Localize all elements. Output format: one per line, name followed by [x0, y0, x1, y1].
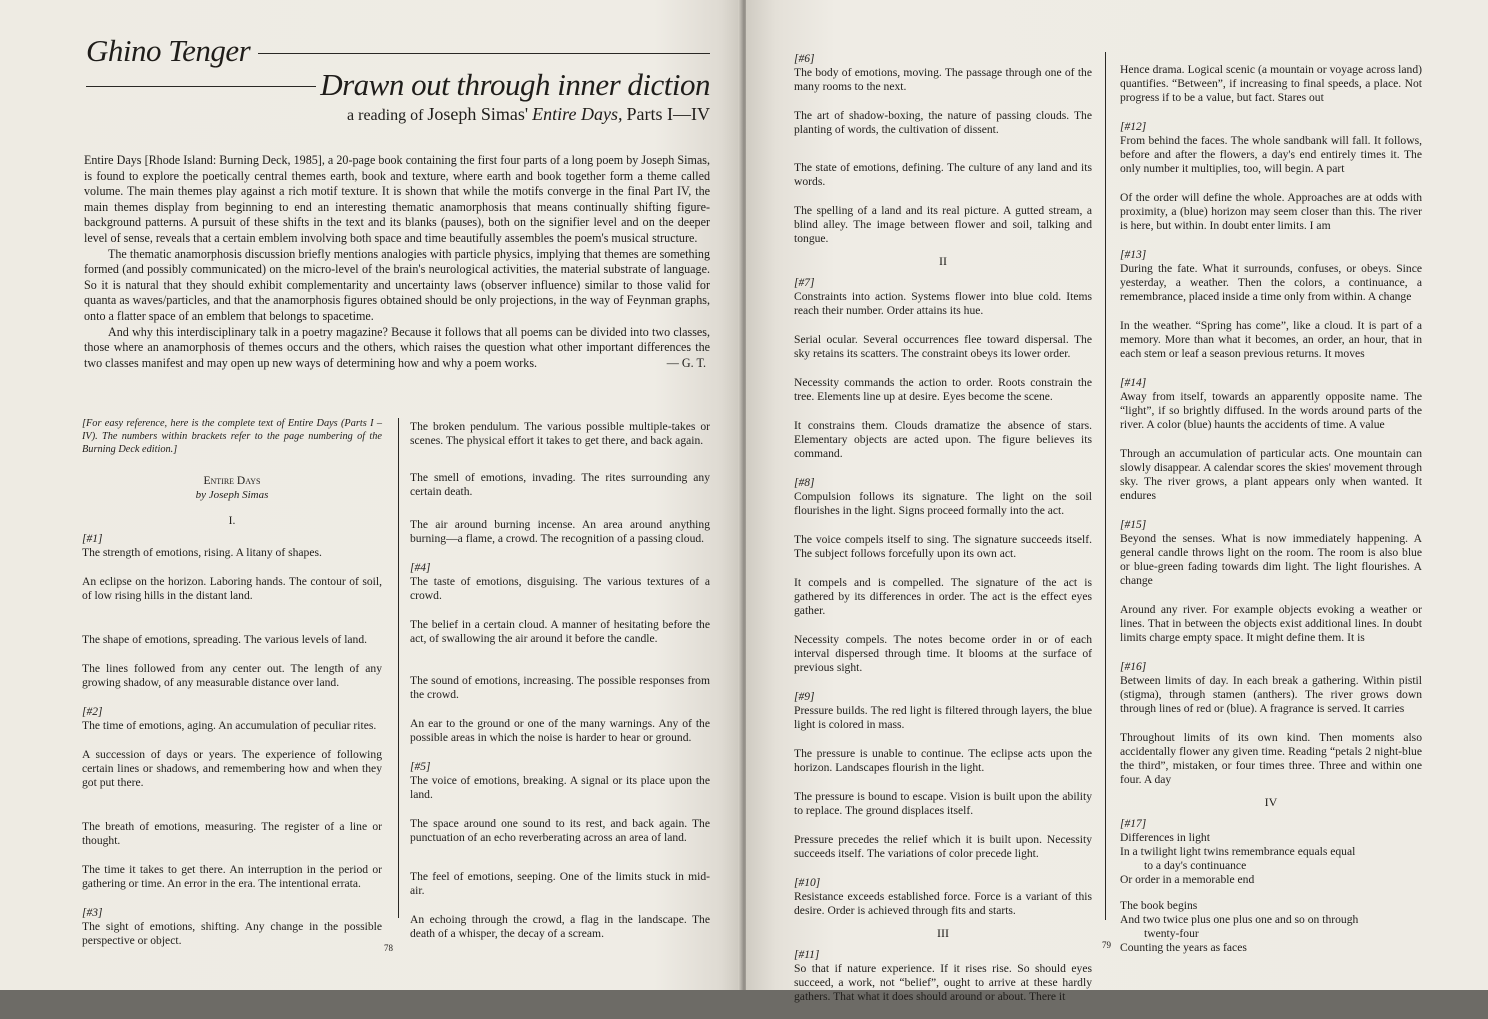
- stanza: The air around burning incense. An area around anything burning—a flame, a crowd. The recognition of a passing cloud.: [410, 518, 710, 545]
- stanza-number: [#11]: [794, 949, 820, 961]
- stanza-number: [#13]: [1120, 249, 1147, 261]
- stanza: The shape of emotions, spreading. The various levels of land.: [82, 633, 368, 646]
- stanza: It constrains them. Clouds dramatize the absence of stars. Elementary objects are acted upon. The figure believes its command.: [794, 419, 1092, 460]
- stanza: The pressure is bound to escape. Vision is built upon the ability to replace. The ground displaces itself.: [794, 790, 1092, 817]
- verse-line: And two twice plus one plus one and so on through: [1120, 913, 1359, 926]
- stanza: The spelling of a land and its real picture. A gutted stream, a blind alley. The image between flower and soil, talking and tongue.: [794, 204, 1092, 245]
- subtitle-name: Joseph Simas': [427, 104, 529, 124]
- stanza: [#14] Away from itself, towards an apparently opposite name. The “light”, if so brightly diffused. In the words around parts of the river. A color (blue) haunts the accidents of time. A value: [1120, 377, 1422, 431]
- stanza: [#8] Compulsion follows its signature. The light on the soil flourishes in the light. Signs proceed formally into the act.: [794, 477, 1092, 517]
- stanza: The voice compels itself to sing. The signature succeeds itself. The subject follows forcefully upon its own act.: [794, 533, 1092, 560]
- author-name: Ghino Tenger: [86, 33, 251, 68]
- verse-line: Counting the years as faces: [1120, 941, 1247, 954]
- article-subtitle: [347, 104, 710, 125]
- stanza-number: [#12]: [1120, 121, 1147, 133]
- stanza: [#13] During the fate. What it surrounds, confuses, or obeys. Since yesterday, a weather. Then the colors, a continuance, a remembrance, placed inside a time only from within. A change: [1120, 249, 1422, 303]
- stanza: Hence drama. Logical scenic (a mountain or voyage across land) quantifies. “Between”, if increasing to final speeds, a place. Not progress if to be a value, but fact. Stares out: [1120, 63, 1422, 104]
- subtitle-book: Entire Days,: [532, 104, 623, 124]
- intro-paragraph: And why this interdisciplinary talk in a poetry magazine? Because it follows that all poems can be divided into two classes, those where an anamorphosis of themes occurs and the others, which raises the question what other important differences the two classes manifest and may open up new ways of determining how and why a poem works. — G. T.: [84, 324, 710, 370]
- verse-line: to a day's continuance: [1144, 859, 1247, 872]
- intro-paragraph: Entire Days [Rhode Island: Burning Deck, 1985], a 20-page book containing the first four parts of a long poem by Joseph Simas, is found to explore the poetically central themes earth, book and texture, where earth and book together form a theme called volume. The main themes play against a rich motif texture. It is shown that while the motifs converge in the final Part IV, the main themes display from beginning to end an interesting thematic anamorphosis that means continually shifting figure-background patterns. A pursuit of these shifts in the text and its blanks (pauses), both on the signifier level and on the deeper level of sense, reveals that a certain emblem involving both space and time beautifully assembles the poem's musical structure.: [84, 153, 710, 245]
- stanza: [#11] So that if nature experience. If it rises rise. So should eyes succeed, a work, not “belief”, ought to arrive at these hardly gathers. That what it does should around or about. There it: [794, 949, 1092, 1003]
- stanza: [#12] From behind the faces. The whole sandbank will fall. It follows, before and after the flowers, a day's end entirely times it. The only number it multiplies, too, will begin. A part: [1120, 121, 1422, 175]
- left-page: [0, 0, 744, 990]
- page-number: 79: [1102, 940, 1111, 950]
- intro-paragraph: The thematic anamorphosis discussion briefly mentions analogies with particle physics, implying that themes are something formed (and possibly communicated) on the micro-level of the brain's neurological activities, the material substrate of language. So it is natural that they should exhibit complementarity and uncertainty laws (observer influence) similar to those valid for quanta as waves/particles, and that the anamorphosis figures obtained should be only projections, in the way of Feynman graphs, onto a flatter space of an emblem that belongs to spacetime.: [84, 246, 710, 323]
- poem-column-2: [410, 420, 710, 956]
- stanza: [#7] Constraints into action. Systems flower into blue cold. Items reach their number. Order attains its hue.: [794, 277, 1092, 317]
- signature: — G. T.: [666, 355, 706, 370]
- author-rule: [258, 53, 710, 54]
- verse-line: In a twilight light twins remembrance equals equal: [1120, 845, 1356, 858]
- stanza: It compels and is compelled. The signature of the act is gathered by its differences in order. The act is the effect eyes gather.: [794, 576, 1092, 617]
- stanza-number: [#1]: [82, 533, 103, 545]
- stanza-number: [#8]: [794, 477, 815, 489]
- stanza: The broken pendulum. The various possible multiple-takes or scenes. The physical effort it takes to get there, and back again.: [410, 420, 710, 447]
- stanza: Necessity commands the action to order. Roots constrain the tree. Elements line up at desire. Eyes become the scene.: [794, 376, 1092, 403]
- verse-line: Or order in a memorable end: [1120, 873, 1255, 886]
- poem-column-4: [1120, 63, 1422, 955]
- stanza: Of the order will define the whole. Approaches are at odds with proximity, a (blue) horizon may seem closer than this. The river is here, but within. In doubt enter limits. I am: [1120, 191, 1422, 232]
- stanza-number: [#15]: [1120, 519, 1147, 531]
- stanza: A succession of days or years. The experience of following certain lines or shadows, and remembering how and when they got put there.: [82, 748, 382, 789]
- stanza-number: [#4]: [410, 562, 431, 574]
- title-rule: [86, 86, 316, 87]
- section-heading: II: [939, 254, 947, 268]
- stanza: The feel of emotions, seeping. One of the limits stuck in mid-air.: [410, 870, 710, 897]
- stanza: [#4] The taste of emotions, disguising. The various textures of a crowd.: [410, 562, 710, 602]
- verse-line: twenty-four: [1144, 927, 1199, 940]
- stanza-number: [#14]: [1120, 377, 1147, 389]
- stanza: [#5] The voice of emotions, breaking. A signal or its place upon the land.: [410, 761, 710, 801]
- stanza: The lines followed from any center out. The length of any growing shadow, of any measurable distance over land.: [82, 662, 382, 689]
- stanza: [#6] The body of emotions, moving. The passage through one of the many rooms to the next.: [794, 53, 1092, 93]
- stanza: The space around one sound to its rest, and back again. The punctuation of an echo reverberating across an area of land.: [410, 817, 710, 844]
- section-heading: III: [937, 926, 949, 940]
- stanza: [#1] The strength of emotions, rising. A litany of shapes.: [82, 532, 382, 560]
- stanza-number: [#5]: [410, 761, 431, 773]
- stanza: An ear to the ground or one of the many warnings. Any of the possible areas in which the noise is harder to hear or ground.: [410, 717, 710, 744]
- stanza: The sound of emotions, increasing. The possible responses from the crowd.: [410, 674, 710, 701]
- stanza: Necessity compels. The notes become order in or of each interval dispersed through time. It blooms at the surface of previous sight.: [794, 633, 1092, 674]
- stanza: An echoing through the crowd, a flag in the landscape. The death of a whisper, the decay of a scream.: [410, 913, 710, 940]
- verse-line: Differences in light: [1120, 831, 1210, 844]
- stanza: The time it takes to get there. An interruption in the period or gathering or time. An error in the era. The intentional errata.: [82, 863, 382, 890]
- column-rule: [398, 418, 399, 918]
- stanza: [#10] Resistance exceeds established force. Force is a variant of this desire. Order is achieved through fits and starts.: [794, 877, 1092, 917]
- verse-line: The book begins: [1120, 899, 1198, 912]
- section-heading: I.: [228, 514, 236, 527]
- article-title: Drawn out through inner diction: [320, 67, 710, 102]
- poem-column-3: [794, 52, 1092, 1019]
- stanza: [#15] Beyond the senses. What is now immediately happening. A general candle throws light on the room. The room is also blue or blue-green fading towards dim light. The light flourishes. A change: [1120, 519, 1422, 587]
- stanza: The art of shadow-boxing, the nature of passing clouds. The planting of words, the cultivation of dissent.: [794, 109, 1092, 136]
- stanza: Through an accumulation of particular acts. One mountain can slowly disappear. A calendar scores the skies' movement through sky. The river grows, a plant appears only when wanted. It endures: [1120, 447, 1422, 502]
- stanza-list: [82, 532, 382, 948]
- stanza: In the weather. “Spring has come”, like a cloud. It is part of a memory. More than what it becomes, an order, an hour, that in each stem or leaf a season previous returns. It moves: [1120, 319, 1422, 360]
- stanza: The belief in a certain cloud. A manner of hesitating before the act, of swallowing the air around it before the candle.: [410, 618, 710, 645]
- stanza: The state of emotions, defining. The culture of any land and its words.: [794, 161, 1092, 188]
- stanza: [#3] The sight of emotions, shifting. Any change in the possible perspective or object.: [82, 907, 382, 947]
- subtitle-parts: Parts I—IV: [626, 104, 710, 124]
- intro-text: [84, 153, 710, 371]
- stanza-number: [#6]: [794, 53, 815, 65]
- poem-column-1: [82, 417, 382, 963]
- stanza: [#16] Between limits of day. In each break a gathering. Within pistil (stigma), through stamen (anthers). The river grows down through lines of red or (blue). A fragrance is served. It carries: [1120, 661, 1422, 715]
- stanza-number: [#7]: [794, 277, 815, 289]
- stanza: Pressure precedes the relief which it is built upon. Necessity succeeds itself. The variations of color precede light.: [794, 833, 1092, 860]
- stanza-number: [#17]: [1120, 818, 1147, 830]
- stanza-number: [#9]: [794, 691, 815, 703]
- right-page: [746, 0, 1488, 1003]
- subtitle-prefix: a reading of: [347, 107, 424, 124]
- stanza: The breath of emotions, measuring. The register of a line or thought.: [82, 820, 382, 847]
- stanza: Throughout limits of its own kind. Then moments also accidentally flower any given time. Reading “petals 2 night-blue the third”, mistaken, or four times three. Three and within one four. A day: [1120, 731, 1422, 786]
- section-heading: IV: [1264, 795, 1278, 809]
- stanza: Around any river. For example objects evoking a weather or lines. That in between the objects exist additional lines. In doubt limits charge empty space. It might define them. It is: [1120, 603, 1422, 644]
- stanza-number: [#2]: [82, 706, 103, 718]
- stanza: The pressure is unable to continue. The eclipse acts upon the horizon. Landscapes flourish in the light.: [794, 747, 1092, 774]
- stanza: An eclipse on the horizon. Laboring hands. The contour of soil, of low rising hills in the distant land.: [82, 575, 382, 602]
- poem-byline: by Joseph Simas: [195, 489, 269, 501]
- page-number: 78: [384, 943, 393, 953]
- stanza: The smell of emotions, invading. The rites surrounding any certain death.: [410, 471, 710, 498]
- verse-block: [1120, 817, 1422, 955]
- reference-note: [For easy reference, here is the complete text of Entire Days (Parts I – IV). The numbers within brackets refer to the page numbering of the Burning Deck edition.]: [82, 418, 382, 455]
- stanza-number: [#3]: [82, 907, 103, 919]
- stanza: [#9] Pressure builds. The red light is filtered through layers, the blue light is colored in mass.: [794, 691, 1092, 731]
- stanza-number: [#10]: [794, 877, 821, 889]
- stanza: Serial ocular. Several occurrences flee toward dispersal. The sky retains its scatters. The constraint obeys its lower order.: [794, 333, 1092, 360]
- column-rule: [1105, 52, 1106, 920]
- poem-title: Entire Days: [203, 475, 261, 487]
- stanza: [#2] The time of emotions, aging. An accumulation of peculiar rites.: [82, 705, 382, 733]
- stanza-number: [#16]: [1120, 661, 1147, 673]
